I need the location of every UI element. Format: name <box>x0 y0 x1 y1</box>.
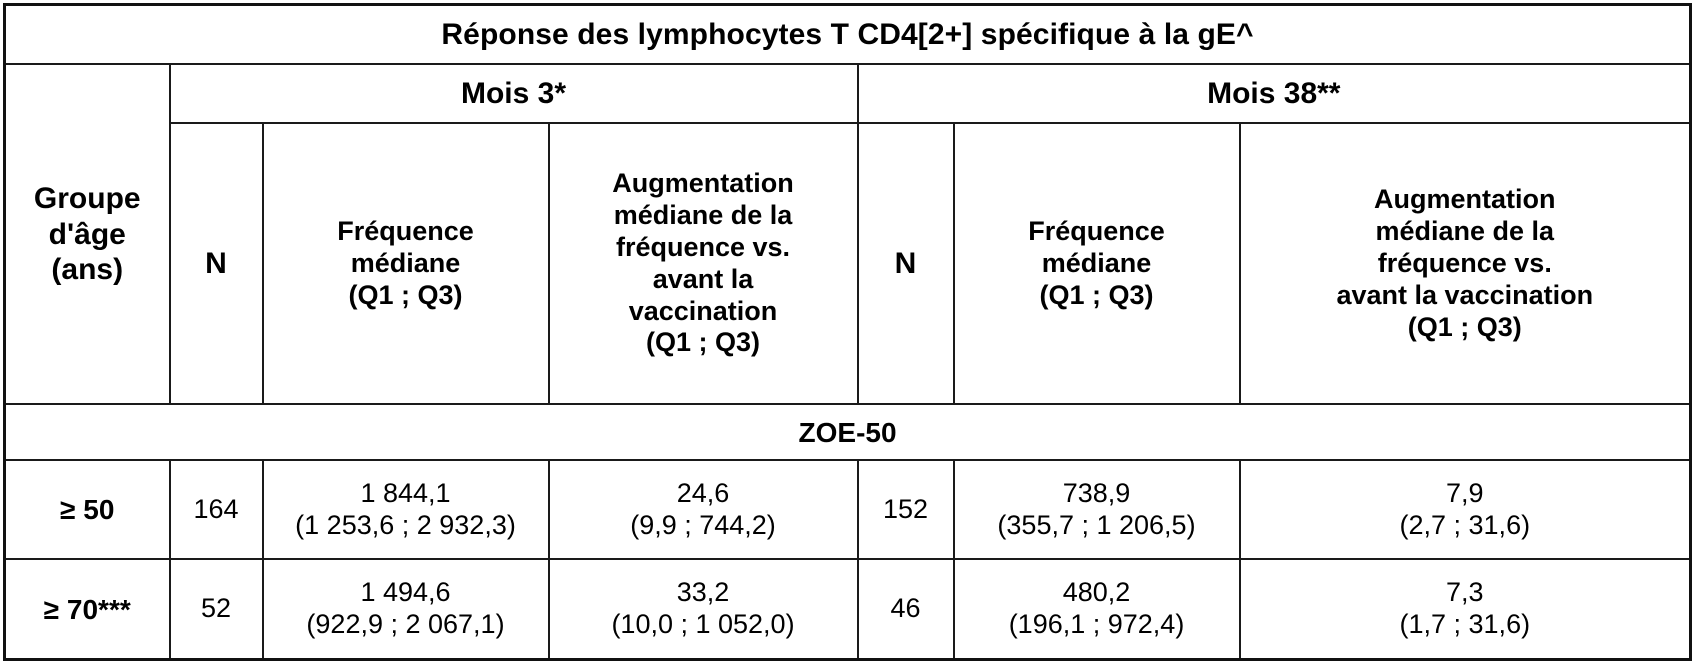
header-median-increase-m38-line-3: fréquence vs. <box>1377 247 1552 278</box>
header-median-frequency-m3-line-2: médiane <box>350 247 461 278</box>
header-median-frequency-m38-line-1: Fréquence <box>1028 215 1165 246</box>
row-median-increase-m38-iqr: (1,7 ; 31,6) <box>1399 609 1531 640</box>
row-median-frequency-month-3 <box>263 460 549 559</box>
header-median-increase-m3-line-4: avant la <box>652 263 754 294</box>
table-screenshot <box>0 3 1692 667</box>
header-median-increase-m38-line-1: Augmentation <box>1374 184 1556 215</box>
row-median-frequency-month-38 <box>954 559 1240 659</box>
table-row <box>5 559 1691 659</box>
row-median-increase-month-3 <box>549 460 858 559</box>
row-age-group: ≥ 70*** <box>5 559 170 659</box>
header-median-increase-m3-line-1: Augmentation <box>612 168 794 199</box>
header-median-frequency-m38-line-3: (Q1 ; Q3) <box>1039 279 1154 310</box>
period-header-row <box>5 64 1691 123</box>
cd4-response-table <box>3 3 1692 661</box>
period-header-month-3: Mois 3* <box>170 64 858 123</box>
header-median-frequency-month-3 <box>263 123 549 404</box>
row-median-frequency-m3-iqr: (922,9 ; 2 067,1) <box>306 609 505 640</box>
table-title: Réponse des lymphocytes T CD4[2+] spécifique à la gE^ <box>5 5 1691 65</box>
header-median-increase-m3-line-5: vaccination <box>628 295 778 326</box>
row-median-increase-m3-value: 24,6 <box>676 477 730 508</box>
period-header-month-38: Mois 38** <box>858 64 1691 123</box>
group-age-header-line-1: Groupe <box>33 182 141 216</box>
row-median-frequency-m3-value: 1 844,1 <box>360 477 451 508</box>
row-median-frequency-m3-iqr: (1 253,6 ; 2 932,3) <box>295 509 516 540</box>
row-median-frequency-month-3 <box>263 559 549 659</box>
header-median-frequency-month-38 <box>954 123 1240 404</box>
header-median-increase-m38-line-4: avant la vaccination <box>1336 279 1594 310</box>
row-median-frequency-m38-value: 480,2 <box>1062 577 1131 608</box>
row-median-increase-month-3 <box>549 559 858 659</box>
table-row <box>5 460 1691 559</box>
row-median-increase-month-38 <box>1240 559 1691 659</box>
table-title-row <box>5 5 1691 65</box>
row-median-frequency-m38-iqr: (355,7 ; 1 206,5) <box>997 509 1196 540</box>
header-median-frequency-m3-line-3: (Q1 ; Q3) <box>348 279 463 310</box>
row-median-increase-m38-value: 7,3 <box>1446 577 1484 608</box>
header-median-increase-m38-line-2: médiane de la <box>1375 215 1555 246</box>
row-median-increase-m38-value: 7,9 <box>1446 477 1484 508</box>
row-median-increase-m3-iqr: (10,0 ; 1 052,0) <box>611 609 795 640</box>
row-n-month-3: 164 <box>170 460 263 559</box>
row-median-frequency-m38-iqr: (196,1 ; 972,4) <box>1008 609 1185 640</box>
header-median-increase-m3-line-2: médiane de la <box>613 200 793 231</box>
row-n-month-3: 52 <box>170 559 263 659</box>
header-n-month-3: N <box>170 123 263 404</box>
header-median-increase-m3-line-3: fréquence vs. <box>615 231 791 262</box>
row-median-increase-m38-iqr: (2,7 ; 31,6) <box>1399 509 1531 540</box>
header-median-increase-m3-line-6: (Q1 ; Q3) <box>645 327 760 358</box>
row-age-group: ≥ 50 <box>5 460 170 559</box>
header-median-increase-month-3 <box>549 123 858 404</box>
group-age-header-line-2: d'âge <box>48 217 126 251</box>
header-median-increase-month-38 <box>1240 123 1691 404</box>
header-n-month-38: N <box>858 123 954 404</box>
group-age-header-line-3: (ans) <box>51 252 124 286</box>
group-age-header <box>5 64 170 404</box>
row-median-frequency-month-38 <box>954 460 1240 559</box>
row-median-increase-m3-iqr: (9,9 ; 744,2) <box>630 509 776 540</box>
row-n-month-38: 46 <box>858 559 954 659</box>
column-header-row <box>5 123 1691 404</box>
row-n-month-38: 152 <box>858 460 954 559</box>
section-row-zoe-50 <box>5 404 1691 460</box>
header-median-frequency-m3-line-1: Fréquence <box>337 215 474 246</box>
row-median-increase-month-38 <box>1240 460 1691 559</box>
header-median-frequency-m38-line-2: médiane <box>1041 247 1152 278</box>
row-median-increase-m3-value: 33,2 <box>676 577 730 608</box>
section-label: ZOE-50 <box>5 404 1691 460</box>
row-median-frequency-m38-value: 738,9 <box>1062 477 1131 508</box>
header-median-increase-m38-line-5: (Q1 ; Q3) <box>1407 311 1522 342</box>
row-median-frequency-m3-value: 1 494,6 <box>360 577 451 608</box>
